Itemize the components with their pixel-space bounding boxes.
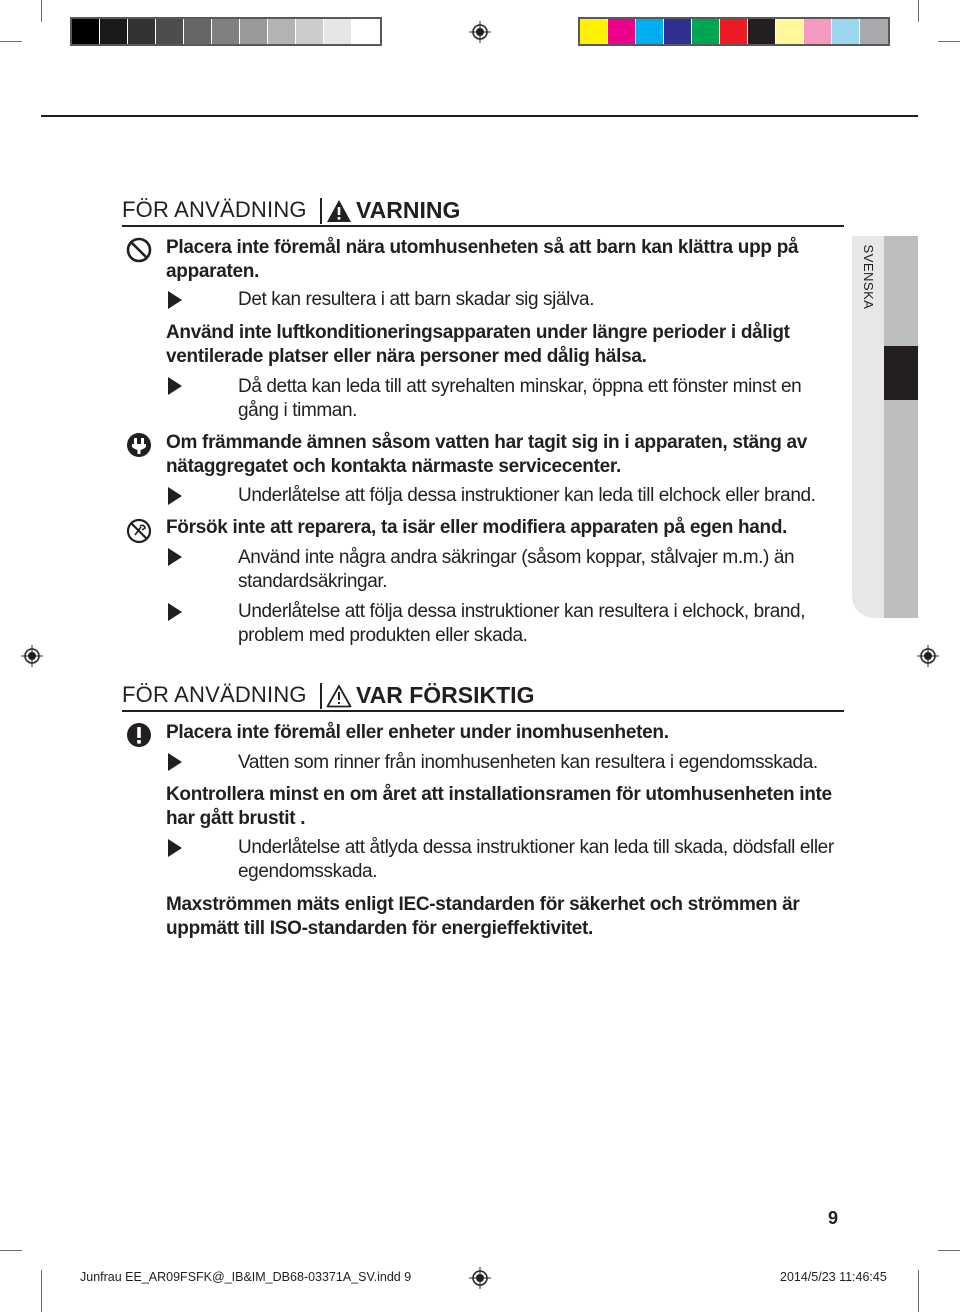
exclamation-icon bbox=[126, 722, 152, 748]
arrow-bullet-icon bbox=[168, 603, 182, 621]
language-tab-label: SVENSKA bbox=[861, 244, 876, 310]
color-swatch bbox=[324, 19, 352, 44]
warning-triangle-filled-icon bbox=[326, 199, 352, 223]
color-swatch bbox=[832, 19, 860, 44]
warning-consequence: Då detta kan leda till att syrehalten minskar, öppna ett fönster minst en gång i timman. bbox=[238, 376, 802, 421]
color-swatch bbox=[352, 19, 380, 44]
section-rule bbox=[122, 710, 844, 712]
warning-consequence: Underlåtelse att följa dessa instruktioner kan leda till elchock eller brand. bbox=[238, 485, 816, 506]
arrow-bullet-icon bbox=[168, 753, 182, 771]
arrow-bullet-icon bbox=[168, 291, 182, 309]
registration-mark-icon bbox=[917, 645, 939, 667]
caution-consequence: Vatten som rinner från inomhusenheten kan resultera i egendomsskada. bbox=[238, 752, 818, 773]
section-rule bbox=[122, 225, 844, 227]
color-swatch bbox=[748, 19, 776, 44]
color-swatch bbox=[692, 19, 720, 44]
caution-triangle-outline-icon bbox=[326, 684, 352, 708]
warning-statement: Om främmande ämnen såsom vatten har tagit sig in i apparaten, stäng av nätaggregatet och kontakta närmaste servicecenter. bbox=[166, 432, 808, 477]
color-swatch bbox=[212, 19, 240, 44]
warning-consequence: Underlåtelse att följa dessa instruktioner kan resultera i elchock, brand, problem med produkten eller skada. bbox=[238, 601, 806, 646]
color-swatch bbox=[860, 19, 888, 44]
color-swatch bbox=[156, 19, 184, 44]
registration-mark-icon bbox=[469, 21, 491, 43]
grayscale-color-bar bbox=[70, 17, 382, 46]
caution-statement: Kontrollera minst en om året att installationsramen för utomhusenheten inte har gått brustit . bbox=[166, 784, 832, 829]
arrow-bullet-icon bbox=[168, 839, 182, 857]
caution-statement: Placera inte föremål eller enheter under inomhusenheten. bbox=[166, 722, 669, 743]
color-swatch bbox=[72, 19, 100, 44]
color-swatch bbox=[240, 19, 268, 44]
section-label: FÖR ANVÄDNING bbox=[122, 682, 307, 707]
color-swatch bbox=[268, 19, 296, 44]
warning-consequence: Använd inte några andra säkringar (såsom koppar, stålvajer m.m.) än standardsäkringar. bbox=[238, 547, 795, 592]
do-not-disassemble-icon bbox=[126, 518, 152, 544]
indd-date-slug: 2014/5/23 11:46:45 bbox=[780, 1270, 887, 1284]
section-title-text: VAR FÖRSIKTIG bbox=[356, 682, 535, 708]
color-swatch bbox=[608, 19, 636, 44]
process-color-bar bbox=[578, 17, 890, 46]
section-divider bbox=[320, 683, 322, 709]
color-swatch bbox=[128, 19, 156, 44]
prohibited-icon bbox=[126, 237, 152, 263]
color-swatch bbox=[296, 19, 324, 44]
warning-statement: Försök inte att reparera, ta isär eller modifiera apparaten på egen hand. bbox=[166, 517, 788, 538]
color-swatch bbox=[720, 19, 748, 44]
warning-consequence: Det kan resultera i att barn skadar sig själva. bbox=[238, 289, 595, 310]
section-label: FÖR ANVÄDNING bbox=[122, 197, 307, 222]
color-swatch bbox=[636, 19, 664, 44]
color-swatch bbox=[100, 19, 128, 44]
warning-statement: Placera inte föremål nära utomhusenheten så att barn kan klättra upp på apparaten. bbox=[166, 237, 799, 282]
unplug-icon bbox=[126, 432, 152, 458]
arrow-bullet-icon bbox=[168, 377, 182, 395]
section-title bbox=[326, 197, 460, 224]
section-title-text: VARNING bbox=[356, 197, 461, 223]
caution-consequence: Underlåtelse att åtlyda dessa instruktioner kan leda till skada, dödsfall eller egendomsskada. bbox=[238, 837, 834, 882]
caution-statement: Maxströmmen mäts enligt IEC-standarden för säkerhet och strömmen är uppmätt till ISO-standarden för energieffektivitet. bbox=[166, 894, 800, 939]
section-divider bbox=[320, 198, 322, 224]
arrow-bullet-icon bbox=[168, 548, 182, 566]
color-swatch bbox=[664, 19, 692, 44]
color-swatch bbox=[580, 19, 608, 44]
registration-mark-icon bbox=[469, 1267, 491, 1289]
arrow-bullet-icon bbox=[168, 487, 182, 505]
page-number: 9 bbox=[828, 1208, 839, 1228]
section-title bbox=[326, 682, 534, 709]
color-swatch bbox=[776, 19, 804, 44]
color-swatch bbox=[804, 19, 832, 44]
registration-mark-icon bbox=[21, 645, 43, 667]
warning-statement: Använd inte luftkonditioneringsapparaten under längre perioder i dåligt ventilerade platser eller nära personer med dålig hälsa. bbox=[166, 322, 790, 367]
indd-file-slug: Junfrau EE_AR09FSFK@_IB&IM_DB68-03371A_SV.indd 9 bbox=[80, 1270, 412, 1284]
color-swatch bbox=[184, 19, 212, 44]
